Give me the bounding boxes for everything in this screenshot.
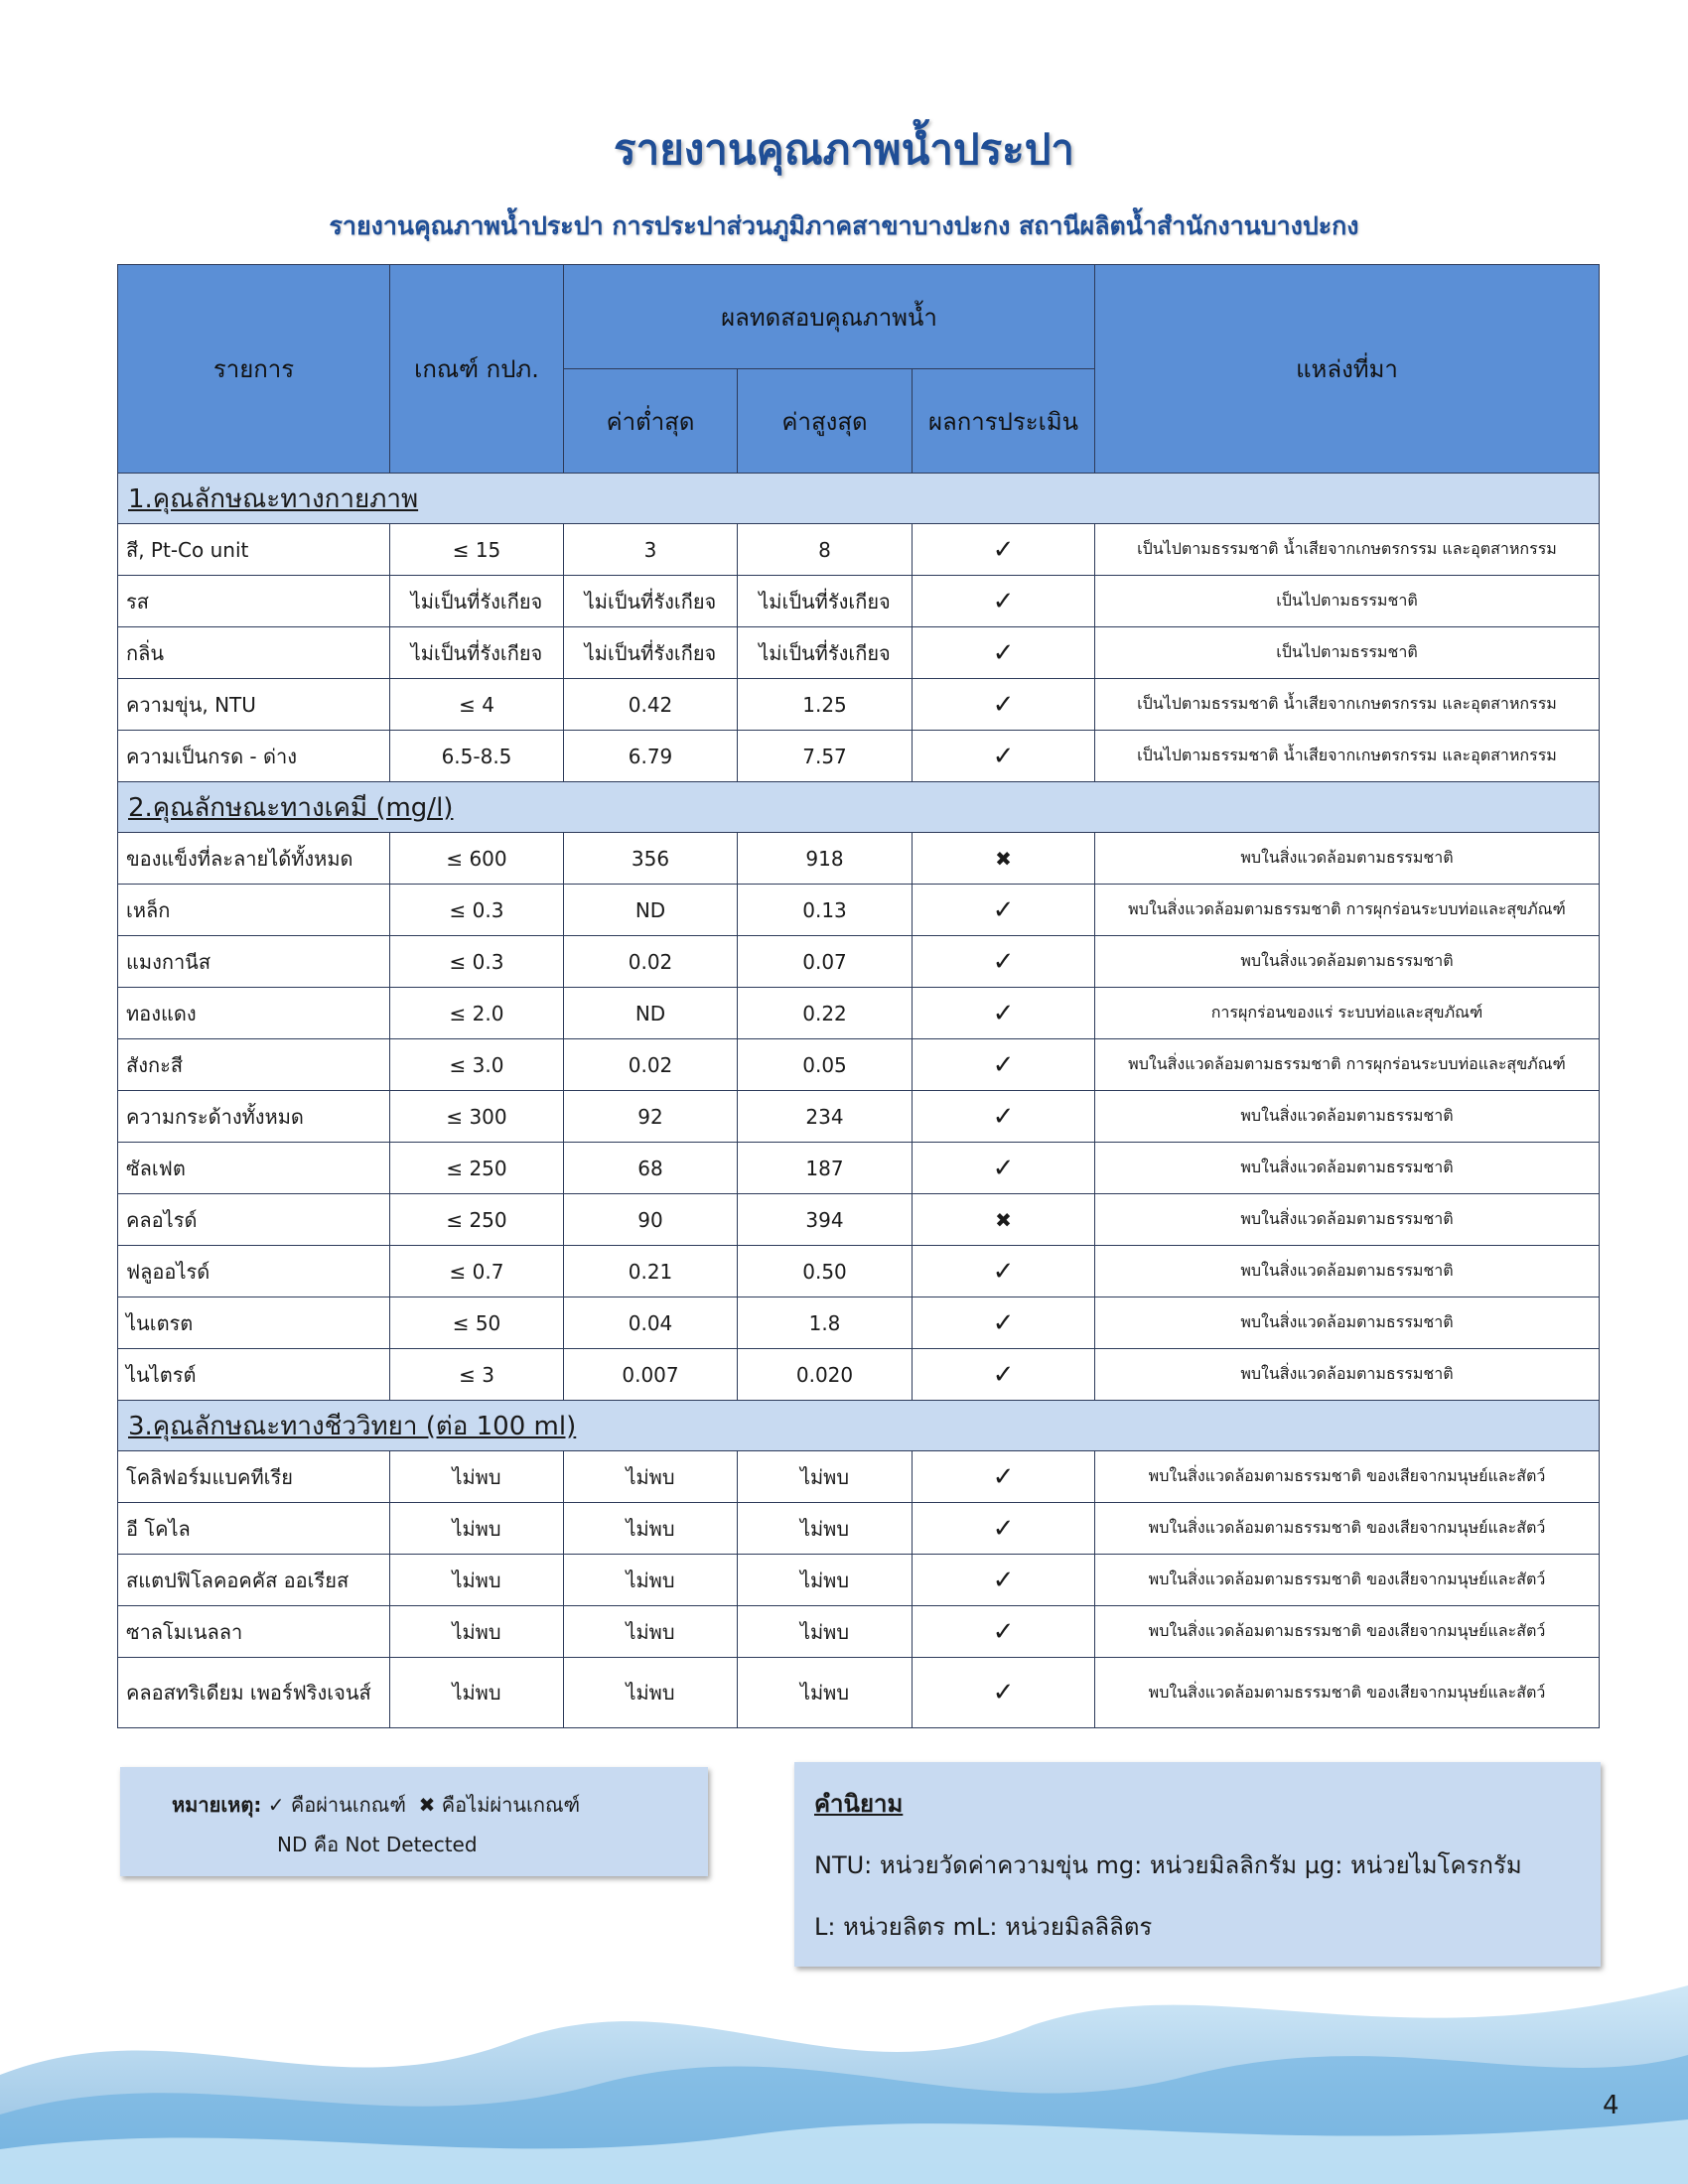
header-criteria: เกณฑ์ กปภ. bbox=[390, 265, 564, 474]
evaluation-cell bbox=[913, 1503, 1095, 1555]
criteria-value: ≤ 0.3 bbox=[390, 885, 564, 936]
table-row bbox=[118, 524, 1600, 576]
check-icon: ✓ bbox=[992, 586, 1015, 616]
section-header bbox=[118, 782, 1600, 833]
source-text: พบในสิ่งแวดล้อมตามธรรมชาติ การผุกร่อนระบบท่อและสุขภัณฑ์ bbox=[1095, 1039, 1600, 1091]
water-wave-decoration bbox=[0, 1946, 1688, 2184]
item-name: คลอไรด์ bbox=[118, 1194, 390, 1246]
max-value: 394 bbox=[738, 1194, 913, 1246]
criteria-value: ≤ 3 bbox=[390, 1349, 564, 1401]
source-text: เป็นไปตามธรรมชาติ น้ำเสียจากเกษตรกรรม และอุตสาหกรรม bbox=[1095, 524, 1600, 576]
check-icon: ✓ bbox=[992, 1565, 1015, 1595]
check-icon: ✓ bbox=[992, 946, 1015, 977]
definitions-line-2: L: หน่วยลิตร mL: หน่วยมิลลิลิตร bbox=[814, 1913, 1153, 1941]
source-text: พบในสิ่งแวดล้อมตามธรรมชาติ bbox=[1095, 1297, 1600, 1349]
max-value: 234 bbox=[738, 1091, 913, 1143]
table-row bbox=[118, 1039, 1600, 1091]
note-line bbox=[172, 1789, 580, 1821]
max-value: ไม่เป็นที่รังเกียจ bbox=[738, 627, 913, 679]
item-name: สี, Pt-Co unit bbox=[118, 524, 390, 576]
note-box bbox=[120, 1767, 708, 1876]
max-value: 1.25 bbox=[738, 679, 913, 731]
item-name: ไนไตรต์ bbox=[118, 1349, 390, 1401]
min-value: ไม่เป็นที่รังเกียจ bbox=[564, 576, 738, 627]
check-icon: ✓ bbox=[992, 1513, 1015, 1544]
item-name: รส bbox=[118, 576, 390, 627]
item-name: ทองแดง bbox=[118, 988, 390, 1039]
criteria-value: ไม่เป็นที่รังเกียจ bbox=[390, 627, 564, 679]
min-value: ไม่พบ bbox=[564, 1451, 738, 1503]
criteria-value: 6.5-8.5 bbox=[390, 731, 564, 782]
item-name: ฟลูออไรด์ bbox=[118, 1246, 390, 1297]
check-icon: ✓ bbox=[267, 1793, 285, 1817]
criteria-value: ≤ 300 bbox=[390, 1091, 564, 1143]
item-name: สแตปฟิโลคอคคัส ออเรียส bbox=[118, 1555, 390, 1606]
definitions-line-1: NTU: หน่วยวัดค่าความขุ่น mg: หน่วยมิลลิกรัม µg: หน่วยไมโครกรัม bbox=[814, 1851, 1522, 1879]
evaluation-cell bbox=[913, 1297, 1095, 1349]
max-value: ไม่พบ bbox=[738, 1658, 913, 1728]
item-name: ซัลเฟต bbox=[118, 1143, 390, 1194]
evaluation-cell bbox=[913, 1194, 1095, 1246]
max-value: 0.05 bbox=[738, 1039, 913, 1091]
cross-icon: ✖ bbox=[995, 1207, 1012, 1232]
page-subtitle: รายงานคุณภาพน้ำประปา การประปาส่วนภูมิภาคสาขาบางปะกง สถานีผลิตน้ำสำนักงานบางปะกง bbox=[329, 211, 1359, 240]
section-title: 2.คุณลักษณะทางเคมี (mg/l) bbox=[118, 782, 1600, 833]
evaluation-cell bbox=[913, 833, 1095, 885]
definitions-title: คำนิยาม bbox=[814, 1790, 904, 1818]
criteria-value: ไม่พบ bbox=[390, 1606, 564, 1658]
evaluation-cell bbox=[913, 1555, 1095, 1606]
check-icon: ✓ bbox=[992, 1678, 1015, 1707]
evaluation-cell bbox=[913, 679, 1095, 731]
table-row bbox=[118, 1297, 1600, 1349]
header-evaluation: ผลการประเมิน bbox=[913, 369, 1095, 474]
table-row bbox=[118, 1091, 1600, 1143]
table-row bbox=[118, 1246, 1600, 1297]
table-row bbox=[118, 679, 1600, 731]
section-title: 1.คุณลักษณะทางกายภาพ bbox=[118, 474, 1600, 524]
item-name: เหล็ก bbox=[118, 885, 390, 936]
item-name: อี โคไล bbox=[118, 1503, 390, 1555]
criteria-value: ≤ 250 bbox=[390, 1143, 564, 1194]
table-row bbox=[118, 1194, 1600, 1246]
max-value: ไม่เป็นที่รังเกียจ bbox=[738, 576, 913, 627]
check-icon: ✓ bbox=[992, 1359, 1015, 1390]
item-name: ความเป็นกรด - ด่าง bbox=[118, 731, 390, 782]
source-text: พบในสิ่งแวดล้อมตามธรรมชาติ การผุกร่อนระบบท่อและสุขภัณฑ์ bbox=[1095, 885, 1600, 936]
criteria-value: ≤ 2.0 bbox=[390, 988, 564, 1039]
check-icon: ✓ bbox=[992, 1616, 1015, 1647]
max-value: ไม่พบ bbox=[738, 1606, 913, 1658]
table-row bbox=[118, 936, 1600, 988]
check-icon: ✓ bbox=[992, 689, 1015, 720]
note-label: หมายเหตุ: bbox=[172, 1793, 262, 1817]
min-value: 0.21 bbox=[564, 1246, 738, 1297]
max-value: 1.8 bbox=[738, 1297, 913, 1349]
source-text: พบในสิ่งแวดล้อมตามธรรมชาติ ของเสียจากมนุษย์และสัตว์ bbox=[1095, 1606, 1600, 1658]
table-row bbox=[118, 885, 1600, 936]
table-row bbox=[118, 1451, 1600, 1503]
criteria-value: ≤ 3.0 bbox=[390, 1039, 564, 1091]
evaluation-cell bbox=[913, 1606, 1095, 1658]
min-value: ไม่พบ bbox=[564, 1658, 738, 1728]
min-value: 90 bbox=[564, 1194, 738, 1246]
criteria-value: ≤ 4 bbox=[390, 679, 564, 731]
check-icon: ✓ bbox=[992, 534, 1015, 565]
source-text: เป็นไปตามธรรมชาติ น้ำเสียจากเกษตรกรรม และอุตสาหกรรม bbox=[1095, 679, 1600, 731]
cross-icon: ✖ bbox=[418, 1793, 436, 1817]
max-value: ไม่พบ bbox=[738, 1555, 913, 1606]
source-text: พบในสิ่งแวดล้อมตามธรรมชาติ bbox=[1095, 833, 1600, 885]
criteria-value: ≤ 50 bbox=[390, 1297, 564, 1349]
criteria-value: ≤ 250 bbox=[390, 1194, 564, 1246]
table-row bbox=[118, 1143, 1600, 1194]
cross-icon: ✖ bbox=[995, 846, 1012, 871]
min-value: 0.007 bbox=[564, 1349, 738, 1401]
header-item: รายการ bbox=[118, 265, 390, 474]
item-name: ไนเตรต bbox=[118, 1297, 390, 1349]
min-value: 6.79 bbox=[564, 731, 738, 782]
evaluation-cell bbox=[913, 1658, 1095, 1728]
evaluation-cell bbox=[913, 1039, 1095, 1091]
evaluation-cell bbox=[913, 1451, 1095, 1503]
min-value: ND bbox=[564, 885, 738, 936]
check-icon: ✓ bbox=[992, 637, 1015, 668]
table-row bbox=[118, 1555, 1600, 1606]
check-icon: ✓ bbox=[992, 1461, 1015, 1492]
evaluation-cell bbox=[913, 988, 1095, 1039]
header-source: แหล่งที่มา bbox=[1095, 265, 1600, 474]
max-value: 0.22 bbox=[738, 988, 913, 1039]
check-icon: ✓ bbox=[992, 1049, 1015, 1080]
source-text: พบในสิ่งแวดล้อมตามธรรมชาติ bbox=[1095, 1091, 1600, 1143]
table-row bbox=[118, 627, 1600, 679]
check-icon: ✓ bbox=[992, 1153, 1015, 1183]
check-icon: ✓ bbox=[992, 741, 1015, 771]
source-text: พบในสิ่งแวดล้อมตามธรรมชาติ bbox=[1095, 936, 1600, 988]
header-results: ผลทดสอบคุณภาพน้ำ bbox=[564, 265, 1095, 369]
max-value: 0.13 bbox=[738, 885, 913, 936]
source-text: พบในสิ่งแวดล้อมตามธรรมชาติ ของเสียจากมนุษย์และสัตว์ bbox=[1095, 1503, 1600, 1555]
criteria-value: ไม่พบ bbox=[390, 1555, 564, 1606]
min-value: ไม่พบ bbox=[564, 1503, 738, 1555]
source-text: เป็นไปตามธรรมชาติ น้ำเสียจากเกษตรกรรม และอุตสาหกรรม bbox=[1095, 731, 1600, 782]
check-icon: ✓ bbox=[992, 894, 1015, 925]
item-name: โคลิฟอร์มแบคทีเรีย bbox=[118, 1451, 390, 1503]
max-value: 0.020 bbox=[738, 1349, 913, 1401]
criteria-value: ไม่พบ bbox=[390, 1503, 564, 1555]
evaluation-cell bbox=[913, 1246, 1095, 1297]
water-quality-table bbox=[117, 264, 1600, 1728]
min-value: 0.02 bbox=[564, 936, 738, 988]
source-text: พบในสิ่งแวดล้อมตามธรรมชาติ ของเสียจากมนุษย์และสัตว์ bbox=[1095, 1555, 1600, 1606]
evaluation-cell bbox=[913, 1143, 1095, 1194]
criteria-value: ≤ 600 bbox=[390, 833, 564, 885]
table-row bbox=[118, 1349, 1600, 1401]
source-text: พบในสิ่งแวดล้อมตามธรรมชาติ bbox=[1095, 1349, 1600, 1401]
min-value: ไม่พบ bbox=[564, 1606, 738, 1658]
table-row bbox=[118, 1658, 1600, 1728]
evaluation-cell bbox=[913, 524, 1095, 576]
check-icon: ✓ bbox=[992, 1307, 1015, 1338]
item-name: ของแข็งที่ละลายได้ทั้งหมด bbox=[118, 833, 390, 885]
min-value: 0.02 bbox=[564, 1039, 738, 1091]
item-name: ความขุ่น, NTU bbox=[118, 679, 390, 731]
min-value: 0.42 bbox=[564, 679, 738, 731]
source-text: พบในสิ่งแวดล้อมตามธรรมชาติ ของเสียจากมนุษย์และสัตว์ bbox=[1095, 1451, 1600, 1503]
min-value: ไม่เป็นที่รังเกียจ bbox=[564, 627, 738, 679]
criteria-value: ≤ 15 bbox=[390, 524, 564, 576]
max-value: 7.57 bbox=[738, 731, 913, 782]
source-text: พบในสิ่งแวดล้อมตามธรรมชาติ bbox=[1095, 1194, 1600, 1246]
section-title: 3.คุณลักษณะทางชีววิทยา (ต่อ 100 ml) bbox=[118, 1401, 1600, 1451]
table-row bbox=[118, 1503, 1600, 1555]
table-row bbox=[118, 833, 1600, 885]
check-icon: ✓ bbox=[992, 1101, 1015, 1132]
item-name: คลอสทริเดียม เพอร์ฟริงเจนส์ bbox=[118, 1658, 390, 1728]
criteria-value: ≤ 0.3 bbox=[390, 936, 564, 988]
criteria-value: ไม่เป็นที่รังเกียจ bbox=[390, 576, 564, 627]
definitions-box bbox=[794, 1762, 1601, 1967]
header-min: ค่าต่ำสุด bbox=[564, 369, 738, 474]
evaluation-cell bbox=[913, 885, 1095, 936]
max-value: 8 bbox=[738, 524, 913, 576]
criteria-value: ไม่พบ bbox=[390, 1658, 564, 1728]
min-value: 3 bbox=[564, 524, 738, 576]
source-text: การผุกร่อนของแร่ ระบบท่อและสุขภัณฑ์ bbox=[1095, 988, 1600, 1039]
item-name: ซาลโมเนลลา bbox=[118, 1606, 390, 1658]
max-value: 0.07 bbox=[738, 936, 913, 988]
check-icon: ✓ bbox=[992, 1256, 1015, 1287]
item-name: สังกะสี bbox=[118, 1039, 390, 1091]
source-text: พบในสิ่งแวดล้อมตามธรรมชาติ bbox=[1095, 1143, 1600, 1194]
section-header bbox=[118, 1401, 1600, 1451]
header-max: ค่าสูงสุด bbox=[738, 369, 913, 474]
min-value: ไม่พบ bbox=[564, 1555, 738, 1606]
note-pass-text: คือผ่านเกณฑ์ bbox=[290, 1793, 406, 1817]
item-name: กลิ่น bbox=[118, 627, 390, 679]
min-value: 0.04 bbox=[564, 1297, 738, 1349]
min-value: 356 bbox=[564, 833, 738, 885]
evaluation-cell bbox=[913, 627, 1095, 679]
note-nd-text: ND คือ Not Detected bbox=[277, 1833, 478, 1856]
source-text: เป็นไปตามธรรมชาติ bbox=[1095, 627, 1600, 679]
max-value: 187 bbox=[738, 1143, 913, 1194]
table-row bbox=[118, 1606, 1600, 1658]
max-value: 0.50 bbox=[738, 1246, 913, 1297]
item-name: แมงกานีส bbox=[118, 936, 390, 988]
check-icon: ✓ bbox=[992, 998, 1015, 1028]
max-value: ไม่พบ bbox=[738, 1451, 913, 1503]
evaluation-cell bbox=[913, 1349, 1095, 1401]
table-row bbox=[118, 576, 1600, 627]
criteria-value: ≤ 0.7 bbox=[390, 1246, 564, 1297]
evaluation-cell bbox=[913, 731, 1095, 782]
min-value: ND bbox=[564, 988, 738, 1039]
source-text: เป็นไปตามธรรมชาติ bbox=[1095, 576, 1600, 627]
evaluation-cell bbox=[913, 1091, 1095, 1143]
criteria-value: ไม่พบ bbox=[390, 1451, 564, 1503]
section-header bbox=[118, 474, 1600, 524]
table-row bbox=[118, 988, 1600, 1039]
note-fail-text: คือไม่ผ่านเกณฑ์ bbox=[441, 1793, 581, 1817]
page-number: 4 bbox=[1603, 2091, 1619, 2120]
evaluation-cell bbox=[913, 576, 1095, 627]
table-row bbox=[118, 731, 1600, 782]
max-value: 918 bbox=[738, 833, 913, 885]
min-value: 68 bbox=[564, 1143, 738, 1194]
max-value: ไม่พบ bbox=[738, 1503, 913, 1555]
source-text: พบในสิ่งแวดล้อมตามธรรมชาติ bbox=[1095, 1246, 1600, 1297]
page-title: รายงานคุณภาพน้ำประปา bbox=[614, 125, 1074, 174]
source-text: พบในสิ่งแวดล้อมตามธรรมชาติ ของเสียจากมนุษย์และสัตว์ bbox=[1095, 1658, 1600, 1728]
min-value: 92 bbox=[564, 1091, 738, 1143]
item-name: ความกระด้างทั้งหมด bbox=[118, 1091, 390, 1143]
evaluation-cell bbox=[913, 936, 1095, 988]
